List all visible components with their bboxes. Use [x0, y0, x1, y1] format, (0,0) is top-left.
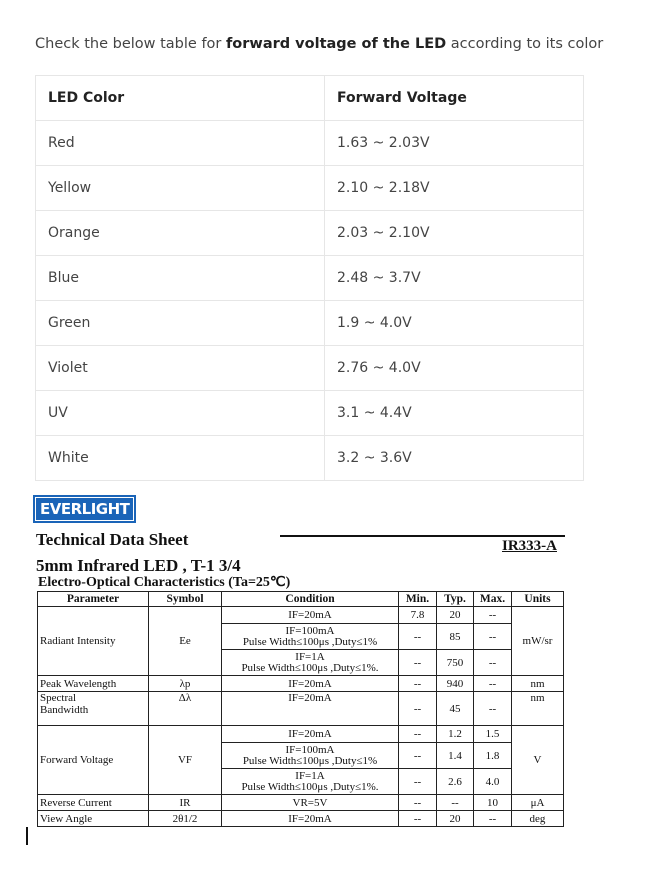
table-row: [36, 121, 584, 166]
typ-cell: 2.6: [437, 769, 474, 795]
color-cell: UV: [36, 391, 325, 436]
typ-cell: 20: [437, 607, 474, 624]
voltage-cell: 1.9 ~ 4.0V: [325, 301, 584, 346]
condition-cell: IF=1A Pulse Width≤100μs ,Duty≤1%.: [222, 769, 399, 795]
max-cell: --: [474, 692, 512, 726]
max-cell: --: [474, 607, 512, 624]
spec-header-symbol: Symbol: [149, 592, 222, 607]
color-cell: Violet: [36, 346, 325, 391]
spec-header-min: Min.: [399, 592, 437, 607]
typ-cell: 1.4: [437, 743, 474, 769]
min-cell: --: [399, 650, 437, 676]
datasheet-subtitle: 5mm Infrared LED , T-1 3/4: [36, 556, 241, 575]
electro-optical-table: [37, 591, 564, 827]
symbol-lambda-p: λp: [149, 676, 222, 692]
max-cell: --: [474, 676, 512, 692]
color-cell: Red: [36, 121, 325, 166]
min-cell: --: [399, 676, 437, 692]
typ-cell: 85: [437, 624, 474, 650]
max-cell: --: [474, 650, 512, 676]
datasheet-title: Technical Data Sheet: [36, 530, 189, 549]
param-view-angle: View Angle: [38, 811, 149, 827]
max-cell: 1.8: [474, 743, 512, 769]
condition-cell: IF=100mA Pulse Width≤100μs ,Duty≤1%: [222, 624, 399, 650]
max-cell: --: [474, 624, 512, 650]
table-row: [36, 166, 584, 211]
voltage-cell: 2.03 ~ 2.10V: [325, 211, 584, 256]
symbol-delta-lambda: Δλ: [149, 692, 222, 726]
condition-cell: VR=5V: [222, 795, 399, 811]
title-rule: [280, 535, 565, 537]
intro-text: Check the below table for forward voltage of the LED according to its color: [35, 36, 604, 52]
header-led-color: LED Color: [36, 76, 325, 121]
color-cell: Green: [36, 301, 325, 346]
min-cell: --: [399, 624, 437, 650]
max-cell: 10: [474, 795, 512, 811]
led-voltage-table: [35, 75, 584, 481]
spec-header-typ: Typ.: [437, 592, 474, 607]
units-mw-sr: mW/sr: [512, 607, 564, 676]
typ-cell: 750: [437, 650, 474, 676]
condition-cell: IF=20mA: [222, 811, 399, 827]
text-cursor: [26, 827, 28, 845]
condition-cell: IF=100mA Pulse Width≤100μs ,Duty≤1%: [222, 743, 399, 769]
min-cell: --: [399, 692, 437, 726]
spec-header-condition: Condition: [222, 592, 399, 607]
typ-cell: 20: [437, 811, 474, 827]
condition-cell: IF=1A Pulse Width≤100μs ,Duty≤1%.: [222, 650, 399, 676]
table-row: [38, 795, 564, 811]
condition-cell: IF=20mA: [222, 692, 399, 726]
spec-header-units: Units: [512, 592, 564, 607]
table-row: [36, 301, 584, 346]
min-cell: 7.8: [399, 607, 437, 624]
color-cell: Yellow: [36, 166, 325, 211]
table-row: [36, 346, 584, 391]
section-heading: Electro-Optical Characteristics (Ta=25℃): [38, 575, 291, 590]
voltage-cell: 2.48 ~ 3.7V: [325, 256, 584, 301]
param-reverse-current: Reverse Current: [38, 795, 149, 811]
table-row: [38, 726, 564, 743]
units-cell: nm: [512, 692, 564, 726]
voltage-cell: 3.2 ~ 3.6V: [325, 436, 584, 481]
typ-cell: --: [437, 795, 474, 811]
symbol-vf: VF: [149, 726, 222, 795]
units-volt: V: [512, 726, 564, 795]
units-cell: deg: [512, 811, 564, 827]
logo-text: EVERLIGHT: [36, 498, 133, 520]
table-header-row: [36, 76, 584, 121]
spec-header-row: [38, 592, 564, 607]
spec-header-parameter: Parameter: [38, 592, 149, 607]
voltage-cell: 1.63 ~ 2.03V: [325, 121, 584, 166]
table-row: [36, 211, 584, 256]
max-cell: 1.5: [474, 726, 512, 743]
min-cell: --: [399, 769, 437, 795]
condition-cell: IF=20mA: [222, 607, 399, 624]
symbol-ir: IR: [149, 795, 222, 811]
symbol-ee: Ee: [149, 607, 222, 676]
max-cell: --: [474, 811, 512, 827]
units-cell: μA: [512, 795, 564, 811]
param-spectral-bandwidth: Spectral Bandwidth: [38, 692, 149, 726]
intro-bold: forward voltage of the LED: [226, 36, 447, 52]
condition-cell: IF=20mA: [222, 726, 399, 743]
typ-cell: 940: [437, 676, 474, 692]
table-row: [36, 256, 584, 301]
table-row: [36, 436, 584, 481]
max-cell: 4.0: [474, 769, 512, 795]
param-radiant-intensity: Radiant Intensity: [38, 607, 149, 676]
color-cell: White: [36, 436, 325, 481]
spec-header-max: Max.: [474, 592, 512, 607]
param-forward-voltage: Forward Voltage: [38, 726, 149, 795]
voltage-cell: 3.1 ~ 4.4V: [325, 391, 584, 436]
units-cell: nm: [512, 676, 564, 692]
header-forward-voltage: Forward Voltage: [325, 76, 584, 121]
everlight-logo: [33, 495, 136, 523]
voltage-cell: 2.10 ~ 2.18V: [325, 166, 584, 211]
voltage-cell: 2.76 ~ 4.0V: [325, 346, 584, 391]
table-row: [38, 692, 564, 726]
min-cell: --: [399, 726, 437, 743]
color-cell: Orange: [36, 211, 325, 256]
min-cell: --: [399, 743, 437, 769]
condition-cell: IF=20mA: [222, 676, 399, 692]
typ-cell: 45: [437, 692, 474, 726]
table-row: [38, 607, 564, 624]
table-row: [38, 676, 564, 692]
typ-cell: 1.2: [437, 726, 474, 743]
table-row: [38, 811, 564, 827]
symbol-2theta: 2θ1/2: [149, 811, 222, 827]
color-cell: Blue: [36, 256, 325, 301]
min-cell: --: [399, 811, 437, 827]
table-row: [36, 391, 584, 436]
min-cell: --: [399, 795, 437, 811]
param-peak-wavelength: Peak Wavelength: [38, 676, 149, 692]
part-number: IR333-A: [502, 538, 557, 554]
